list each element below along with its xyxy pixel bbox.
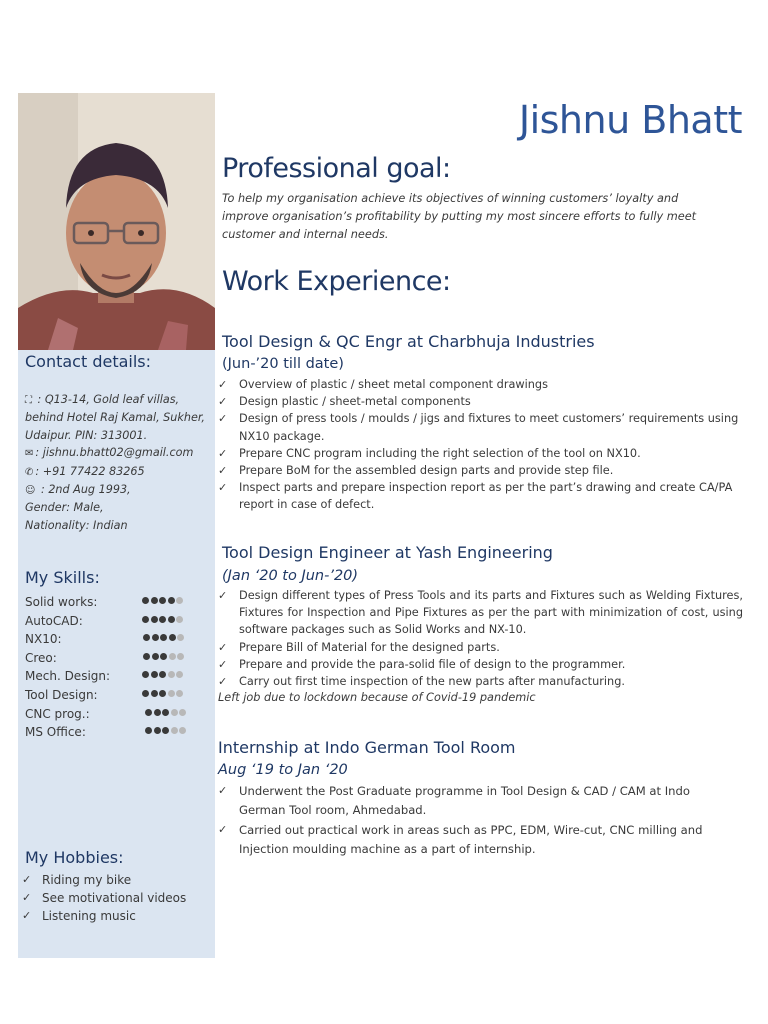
rating-dot-empty — [168, 671, 175, 678]
rating-dot-filled — [151, 597, 158, 604]
list-item — [218, 410, 743, 444]
skill-label: Tool Design: — [25, 687, 98, 702]
envelope-icon: ✉ — [25, 448, 34, 460]
job-title: Internship at Indo German Tool Room — [218, 738, 516, 757]
skill-label: Creo: — [25, 650, 57, 665]
checkmark-icon: ✓ — [22, 909, 32, 922]
job-title: Tool Design Engineer at Yash Engineering — [222, 543, 553, 562]
address-line — [25, 391, 215, 444]
rating-dot-filled — [162, 727, 169, 734]
duty-text: Inspect parts and prepare inspection report as per the part’s drawing and create CA/PA report in case of defect. — [239, 481, 733, 512]
rating-dot-filled — [142, 690, 149, 697]
rating-dot-filled — [151, 616, 158, 623]
rating-dot-filled — [168, 616, 175, 623]
checkmark-icon: ✓ — [218, 640, 228, 654]
job-note: Left job due to lockdown because of Covid-19 pandemic — [218, 691, 536, 704]
goal-text: To help my organisation achieve its objectives of winning customers’ loyalty and improve organisation’s profitability by putting my most sincere efforts to fully meet customer and internal needs. — [222, 192, 697, 241]
profile-photo — [18, 93, 215, 350]
job-period: (Jun-’20 till date) — [222, 356, 344, 372]
rating-dot-filled — [168, 597, 175, 604]
rating-dot-filled — [145, 709, 152, 716]
list-item — [218, 479, 743, 513]
nationality-text: Nationality: Indian — [25, 518, 128, 532]
rating-dot-filled — [143, 653, 150, 660]
skill-label: NX10: — [25, 632, 62, 647]
skill-rating — [142, 686, 185, 705]
rating-dot-empty — [177, 653, 184, 660]
email-line — [25, 444, 215, 462]
skill-row — [25, 723, 210, 742]
rating-dot-filled — [152, 653, 159, 660]
rating-dot-empty — [177, 634, 184, 641]
rating-dot-filled — [145, 727, 152, 734]
checkmark-icon: ✓ — [218, 784, 228, 797]
checkmark-icon: ✓ — [218, 412, 228, 426]
rating-dot-filled — [159, 616, 166, 623]
skill-rating — [143, 630, 186, 649]
dob-line — [25, 481, 215, 499]
hobby-text: Listening music — [42, 909, 136, 923]
checkmark-icon: ✓ — [218, 378, 228, 391]
rating-dot-filled — [152, 634, 159, 641]
work-heading: Work Experience: — [222, 266, 451, 297]
rating-dot-empty — [176, 616, 183, 623]
checkmark-icon: ✓ — [218, 464, 228, 478]
job-title: Tool Design & QC Engr at Charbhuja Industries — [222, 332, 595, 351]
rating-dot-empty — [179, 709, 186, 716]
job-duties — [218, 782, 728, 858]
checkmark-icon: ✓ — [218, 823, 228, 836]
rating-dot-filled — [142, 597, 149, 604]
rating-dot-filled — [143, 634, 150, 641]
hobby-item — [18, 871, 215, 889]
email-text[interactable]: : jishnu.bhatt02@gmail.com — [35, 446, 194, 460]
duty-text: Underwent the Post Graduate programme in Tool Design & CAD / CAM at Indo German Tool room, Ahmedabad. — [239, 784, 690, 817]
skill-label: CNC prog.: — [25, 706, 90, 721]
rating-dot-filled — [151, 671, 158, 678]
phone-text: : +91 77422 83265 — [35, 464, 145, 478]
rating-dot-filled — [154, 727, 161, 734]
list-item — [218, 445, 743, 462]
checkmark-icon: ✓ — [218, 395, 228, 409]
duty-text: Overview of plastic / sheet metal component drawings — [239, 378, 548, 391]
rating-dot-filled — [142, 616, 149, 623]
checkmark-icon: ✓ — [22, 873, 32, 886]
rating-dot-filled — [151, 690, 158, 697]
hobbies-heading: My Hobbies: — [25, 848, 124, 867]
duty-text: Design different types of Press Tools and its parts and Fixtures such as Welding Fixtures, Fixtures for Inspection and Pipe Fixtures as per the part with minimization of cost, using software packages such as Solid Works and NX-10. — [239, 589, 743, 637]
duty-text: Prepare Bill of Material for the designed parts. — [239, 640, 500, 654]
checkmark-icon: ✓ — [218, 446, 228, 460]
skill-label: Mech. Design: — [25, 669, 111, 684]
rating-dot-filled — [169, 634, 176, 641]
hobby-item — [18, 907, 215, 925]
skills-heading: My Skills: — [25, 568, 100, 587]
rating-dot-filled — [142, 671, 149, 678]
rating-dot-filled — [154, 709, 161, 716]
contact-heading: Contact details: — [25, 352, 152, 371]
job-period: Aug ‘19 to Jan ‘20 — [218, 762, 348, 778]
list-item — [218, 673, 743, 690]
skill-row — [25, 649, 210, 668]
skill-rating — [142, 593, 185, 612]
sidebar — [18, 93, 215, 958]
skill-rating — [143, 649, 186, 668]
skill-label: Solid works: — [25, 595, 98, 609]
skills-list — [25, 593, 210, 742]
list-item — [218, 782, 728, 819]
home-icon: ⛶ — [25, 395, 32, 406]
address-text: : Q13-14, Gold leaf villas, behind Hotel Raj Kamal, Sukher, Udaipur. PIN: 313001. — [25, 393, 205, 442]
dob-text: : 2nd Aug 1993, — [37, 483, 131, 497]
duty-text: Prepare BoM for the assembled design parts and provide step file. — [239, 464, 614, 478]
checkmark-icon: ✓ — [218, 657, 228, 671]
checkmark-icon: ✓ — [218, 481, 228, 495]
rating-dot-empty — [169, 653, 176, 660]
rating-dot-empty — [168, 690, 175, 697]
skill-rating — [142, 667, 185, 686]
list-item — [218, 639, 743, 656]
duty-text: Design of press tools / moulds / jigs and fixtures to meet customers’ requirements using NX10 package. — [239, 412, 739, 443]
skill-rating — [142, 612, 185, 631]
skill-label: MS Office: — [25, 725, 86, 740]
duty-text: Carried out practical work in areas such as PPC, EDM, Wire-cut, CNC milling and Injection moulding machine as a part of internship. — [239, 823, 703, 856]
duty-text: Prepare and provide the para-solid file of design to the programmer. — [239, 657, 626, 671]
duty-text: Carry out first time inspection of the new parts after manufacturing. — [239, 675, 625, 689]
duty-text: Design plastic / sheet-metal components — [239, 395, 471, 409]
skill-rating — [145, 705, 188, 724]
skill-label: AutoCAD: — [25, 613, 83, 628]
goal-heading: Professional goal: — [222, 153, 451, 184]
hobby-text: See motivational videos — [42, 891, 187, 905]
list-item — [218, 393, 743, 410]
skill-row — [25, 667, 210, 686]
rating-dot-filled — [159, 671, 166, 678]
rating-dot-empty — [179, 727, 186, 734]
rating-dot-filled — [160, 634, 167, 641]
rating-dot-filled — [160, 653, 167, 660]
rating-dot-empty — [171, 727, 178, 734]
hobby-item — [18, 889, 215, 907]
phone-line — [25, 463, 215, 481]
list-item — [218, 376, 743, 393]
rating-dot-filled — [159, 597, 166, 604]
rating-dot-empty — [171, 709, 178, 716]
rating-dot-empty — [176, 597, 183, 604]
duty-text: Prepare CNC program including the right selection of the tool on NX10. — [239, 446, 641, 460]
skill-row — [25, 686, 210, 705]
skill-row — [25, 630, 210, 649]
rating-dot-filled — [162, 709, 169, 716]
hobby-text: Riding my bike — [42, 873, 132, 887]
list-item — [218, 462, 743, 479]
smiley-icon: ☺ — [25, 485, 36, 497]
checkmark-icon: ✓ — [22, 891, 32, 904]
rating-dot-empty — [176, 671, 183, 678]
checkmark-icon: ✓ — [218, 675, 228, 689]
job-period: (Jan ‘20 to Jun-’20) — [222, 568, 359, 584]
gender-text: Gender: Male, — [25, 501, 104, 515]
list-item — [218, 656, 743, 673]
job-duties — [218, 587, 743, 690]
skill-row — [25, 705, 210, 724]
hobbies-list — [18, 871, 215, 925]
rating-dot-filled — [159, 690, 166, 697]
list-item — [218, 821, 728, 858]
skill-row — [25, 593, 210, 612]
list-item — [218, 587, 743, 639]
rating-dot-empty — [176, 690, 183, 697]
job-duties — [218, 376, 743, 514]
skill-row — [25, 612, 210, 631]
skill-rating — [145, 723, 188, 742]
phone-icon: ✆ — [25, 466, 34, 478]
contact-details — [25, 391, 215, 534]
candidate-name: Jishnu Bhatt — [518, 98, 742, 142]
checkmark-icon: ✓ — [218, 589, 228, 602]
